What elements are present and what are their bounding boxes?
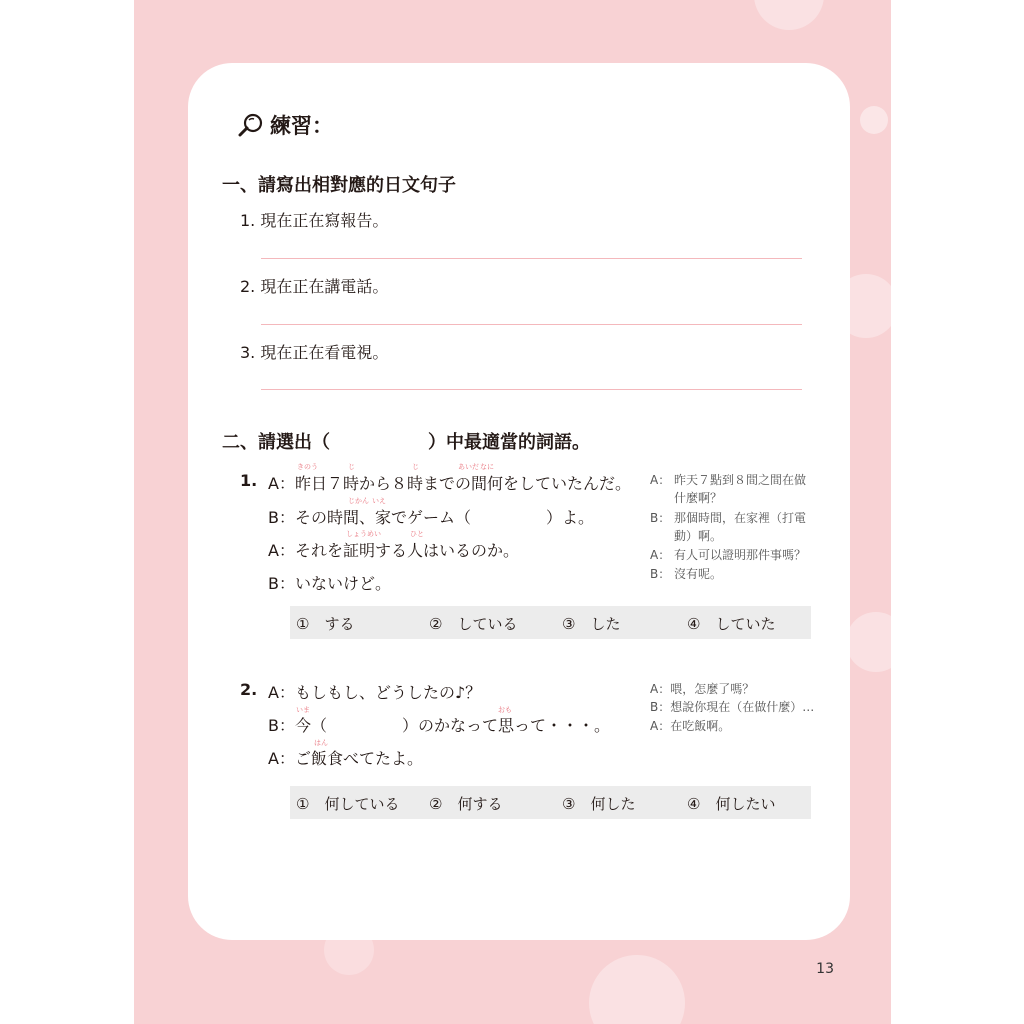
page-number: 13 [816, 961, 834, 977]
section1-item: 3. 現在正在看電視。 [240, 343, 389, 362]
ruby: いえ [372, 497, 386, 505]
ruby: ひと [410, 530, 424, 538]
ruby: じ [412, 463, 419, 471]
dialogue-line: A：もしもし、どうしたの♪？ [268, 683, 482, 702]
dialogue-line: A：それを証明する人はいるのか。 [268, 541, 519, 560]
ruby: なに [480, 463, 494, 471]
translation-line: B： 那個時間，在家裡（打電 [650, 511, 807, 525]
magnifier-icon [238, 112, 266, 138]
dialogue-line-blank-end: ）よ。 [546, 508, 595, 527]
dialogue-line-blank-end: ）のかなって思って・・・。 [402, 716, 611, 735]
translation-line: A：在吃飯啊。 [650, 719, 731, 733]
ruby: はん [314, 739, 328, 747]
dialogue-line: B：今（ [268, 716, 327, 735]
answer-line[interactable] [261, 324, 802, 325]
question-number: 1. [240, 471, 258, 490]
translation-line: B： 沒有呢。 [650, 567, 723, 581]
ruby: じかん [348, 497, 369, 505]
translation-line: A： 昨天７點到８間之間在做 [650, 473, 807, 487]
choices-bar [290, 786, 811, 819]
dialogue-line: B：いないけど。 [268, 574, 391, 593]
decor-bubble [589, 955, 685, 1024]
translation-line: 什麼啊？ [674, 491, 723, 505]
section2-heading-pre: 二、請選出（ [222, 432, 330, 453]
section1-item: 2. 現在正在講電話。 [240, 277, 389, 296]
choice-option[interactable]: ① する [296, 615, 355, 633]
translation-line: A：喂，怎麼了嗎？ [650, 682, 755, 696]
choice-option[interactable]: ③ した [562, 615, 621, 633]
section1-heading: 一、請寫出相對應的日文句子 [222, 175, 456, 196]
ruby: しょうめい [346, 530, 381, 538]
ruby: あいだ [458, 463, 479, 471]
ruby: じ [348, 463, 355, 471]
ruby: きのう [297, 463, 318, 471]
answer-line[interactable] [261, 389, 802, 390]
ruby: いま [296, 706, 310, 714]
section1-item: 1. 現在正在寫報告。 [240, 211, 389, 230]
translation-line: B：想說你現在（在做什麼）… [650, 700, 815, 714]
ruby: おも [498, 706, 512, 714]
decor-bubble [860, 106, 888, 134]
translation-line: A： 有人可以證明那件事嗎？ [650, 548, 807, 562]
practice-title-text: 練習： [270, 114, 333, 138]
dialogue-line: A：ご飯食べてたよ。 [268, 749, 423, 768]
decor-bubble [846, 612, 891, 672]
translation-line: 動）啊。 [674, 529, 723, 543]
answer-line[interactable] [261, 258, 802, 259]
choices-bar [290, 606, 811, 639]
question-number: 2. [240, 680, 258, 699]
choice-option[interactable]: ④ していた [687, 615, 776, 633]
section2-heading-post: ）中最適當的詞語。 [428, 432, 590, 453]
practice-title [238, 110, 333, 140]
decor-bubble [754, 0, 824, 30]
choice-option[interactable]: ② 何する [429, 795, 503, 813]
choice-option[interactable]: ② している [429, 615, 518, 633]
choice-option[interactable]: ① 何している [296, 795, 400, 813]
dialogue-line: B：その時間、家でゲーム（ [268, 508, 471, 527]
dialogue-line: A：昨日７時から８時までの間何をしていたんだ。 [268, 474, 631, 493]
choice-option[interactable]: ③ 何した [562, 795, 636, 813]
choice-option[interactable]: ④ 何したい [687, 795, 776, 813]
